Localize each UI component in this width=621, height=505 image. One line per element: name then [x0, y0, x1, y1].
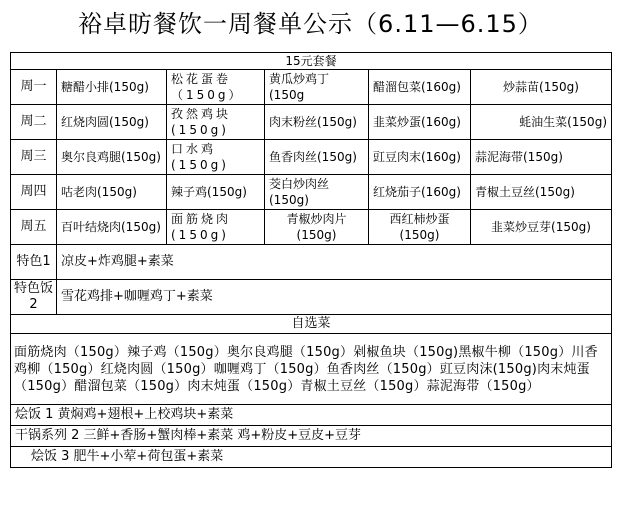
page-title: 裕卓昉餐饮一周餐单公示（6.11—6.15）	[78, 10, 543, 38]
dish-cell: 醋溜包菜(160g)	[369, 70, 471, 105]
day-label: 周一	[11, 70, 57, 105]
table-row	[11, 175, 612, 210]
optional-header: 自选菜	[11, 315, 612, 334]
dish-cell: 蚝油生菜(150g)	[471, 105, 612, 140]
dish-cell: 黄瓜炒鸡丁(150g	[265, 70, 369, 105]
special-label: 特色饭2	[11, 280, 57, 315]
dish-cell: 茭白炒肉丝(150g)	[265, 175, 369, 210]
extra-line: 烩饭 1 黄焖鸡+翅根+上校鸡块+素菜	[11, 405, 612, 426]
dish-cell: 青椒土豆丝(150g)	[471, 175, 612, 210]
dish-cell: 韭菜炒蛋(160g)	[369, 105, 471, 140]
extra-line: 干锅系列 2 三鲜+香肠+蟹肉棒+素菜 鸡+粉皮+豆皮+豆芽	[11, 426, 612, 447]
list-item	[11, 426, 612, 447]
table-row	[11, 70, 612, 105]
dish-cell: 肉末粉丝(150g)	[265, 105, 369, 140]
day-label: 周三	[11, 140, 57, 175]
special-content: 雪花鸡排+咖喱鸡丁+素菜	[57, 280, 612, 315]
dish-cell: 红烧肉圆(150g)	[57, 105, 167, 140]
dish-cell: 咕老肉(150g)	[57, 175, 167, 210]
day-label: 周二	[11, 105, 57, 140]
special-row	[11, 280, 612, 315]
dish-cell: 奥尔良鸡腿(150g)	[57, 140, 167, 175]
dish-cell: 孜然鸡块(150g)	[167, 105, 265, 140]
table-row	[11, 210, 612, 245]
weekly-menu-table	[10, 52, 612, 468]
table-row	[11, 105, 612, 140]
table-row	[11, 140, 612, 175]
special-row	[11, 245, 612, 280]
extra-line: 烩饭 3 肥牛+小荤+荷包蛋+素菜	[11, 447, 612, 468]
special-label: 特色1	[11, 245, 57, 280]
dish-cell: 炒蒜苗(150g)	[471, 70, 612, 105]
optional-dishes: 面筋烧肉（150g）辣子鸡（150g）奥尔良鸡腿（150g）剁椒鱼块（150g)黑椒牛柳（150g）川香鸡柳（150g）红烧肉圆（150g）咖喱鸡丁（150g）鱼香肉丝（150g）豇豆肉沫(150g)肉末炖蛋（150g）醋溜包菜（150g）肉末炖蛋（150g）青椒土豆丝（150g）蒜泥海带（150g）	[11, 334, 612, 405]
dish-cell: 辣子鸡(150g)	[167, 175, 265, 210]
special-content: 凉皮+炸鸡腿+素菜	[57, 245, 612, 280]
dish-cell: 豇豆肉末(160g)	[369, 140, 471, 175]
dish-cell: 红烧茄子(160g)	[369, 175, 471, 210]
set-meal-header: 15元套餐	[11, 53, 612, 70]
dish-cell: 蒜泥海带(150g)	[471, 140, 612, 175]
dish-cell: 韭菜炒豆芽(150g)	[471, 210, 612, 245]
day-label: 周四	[11, 175, 57, 210]
day-label: 周五	[11, 210, 57, 245]
list-item	[11, 447, 612, 468]
dish-cell: 百叶结烧肉(150g)	[57, 210, 167, 245]
menu-table-wrapper	[10, 52, 611, 468]
dish-cell: 青椒炒肉片(150g)	[265, 210, 369, 245]
dish-cell: 鱼香肉丝(150g)	[265, 140, 369, 175]
list-item	[11, 405, 612, 426]
dish-cell: 西红柿炒蛋(150g)	[369, 210, 471, 245]
dish-cell: 口水鸡(150g)	[167, 140, 265, 175]
dish-cell: 松花蛋卷（150g）	[167, 70, 265, 105]
dish-cell: 糖醋小排(150g)	[57, 70, 167, 105]
dish-cell: 面筋烧肉(150g)	[167, 210, 265, 245]
